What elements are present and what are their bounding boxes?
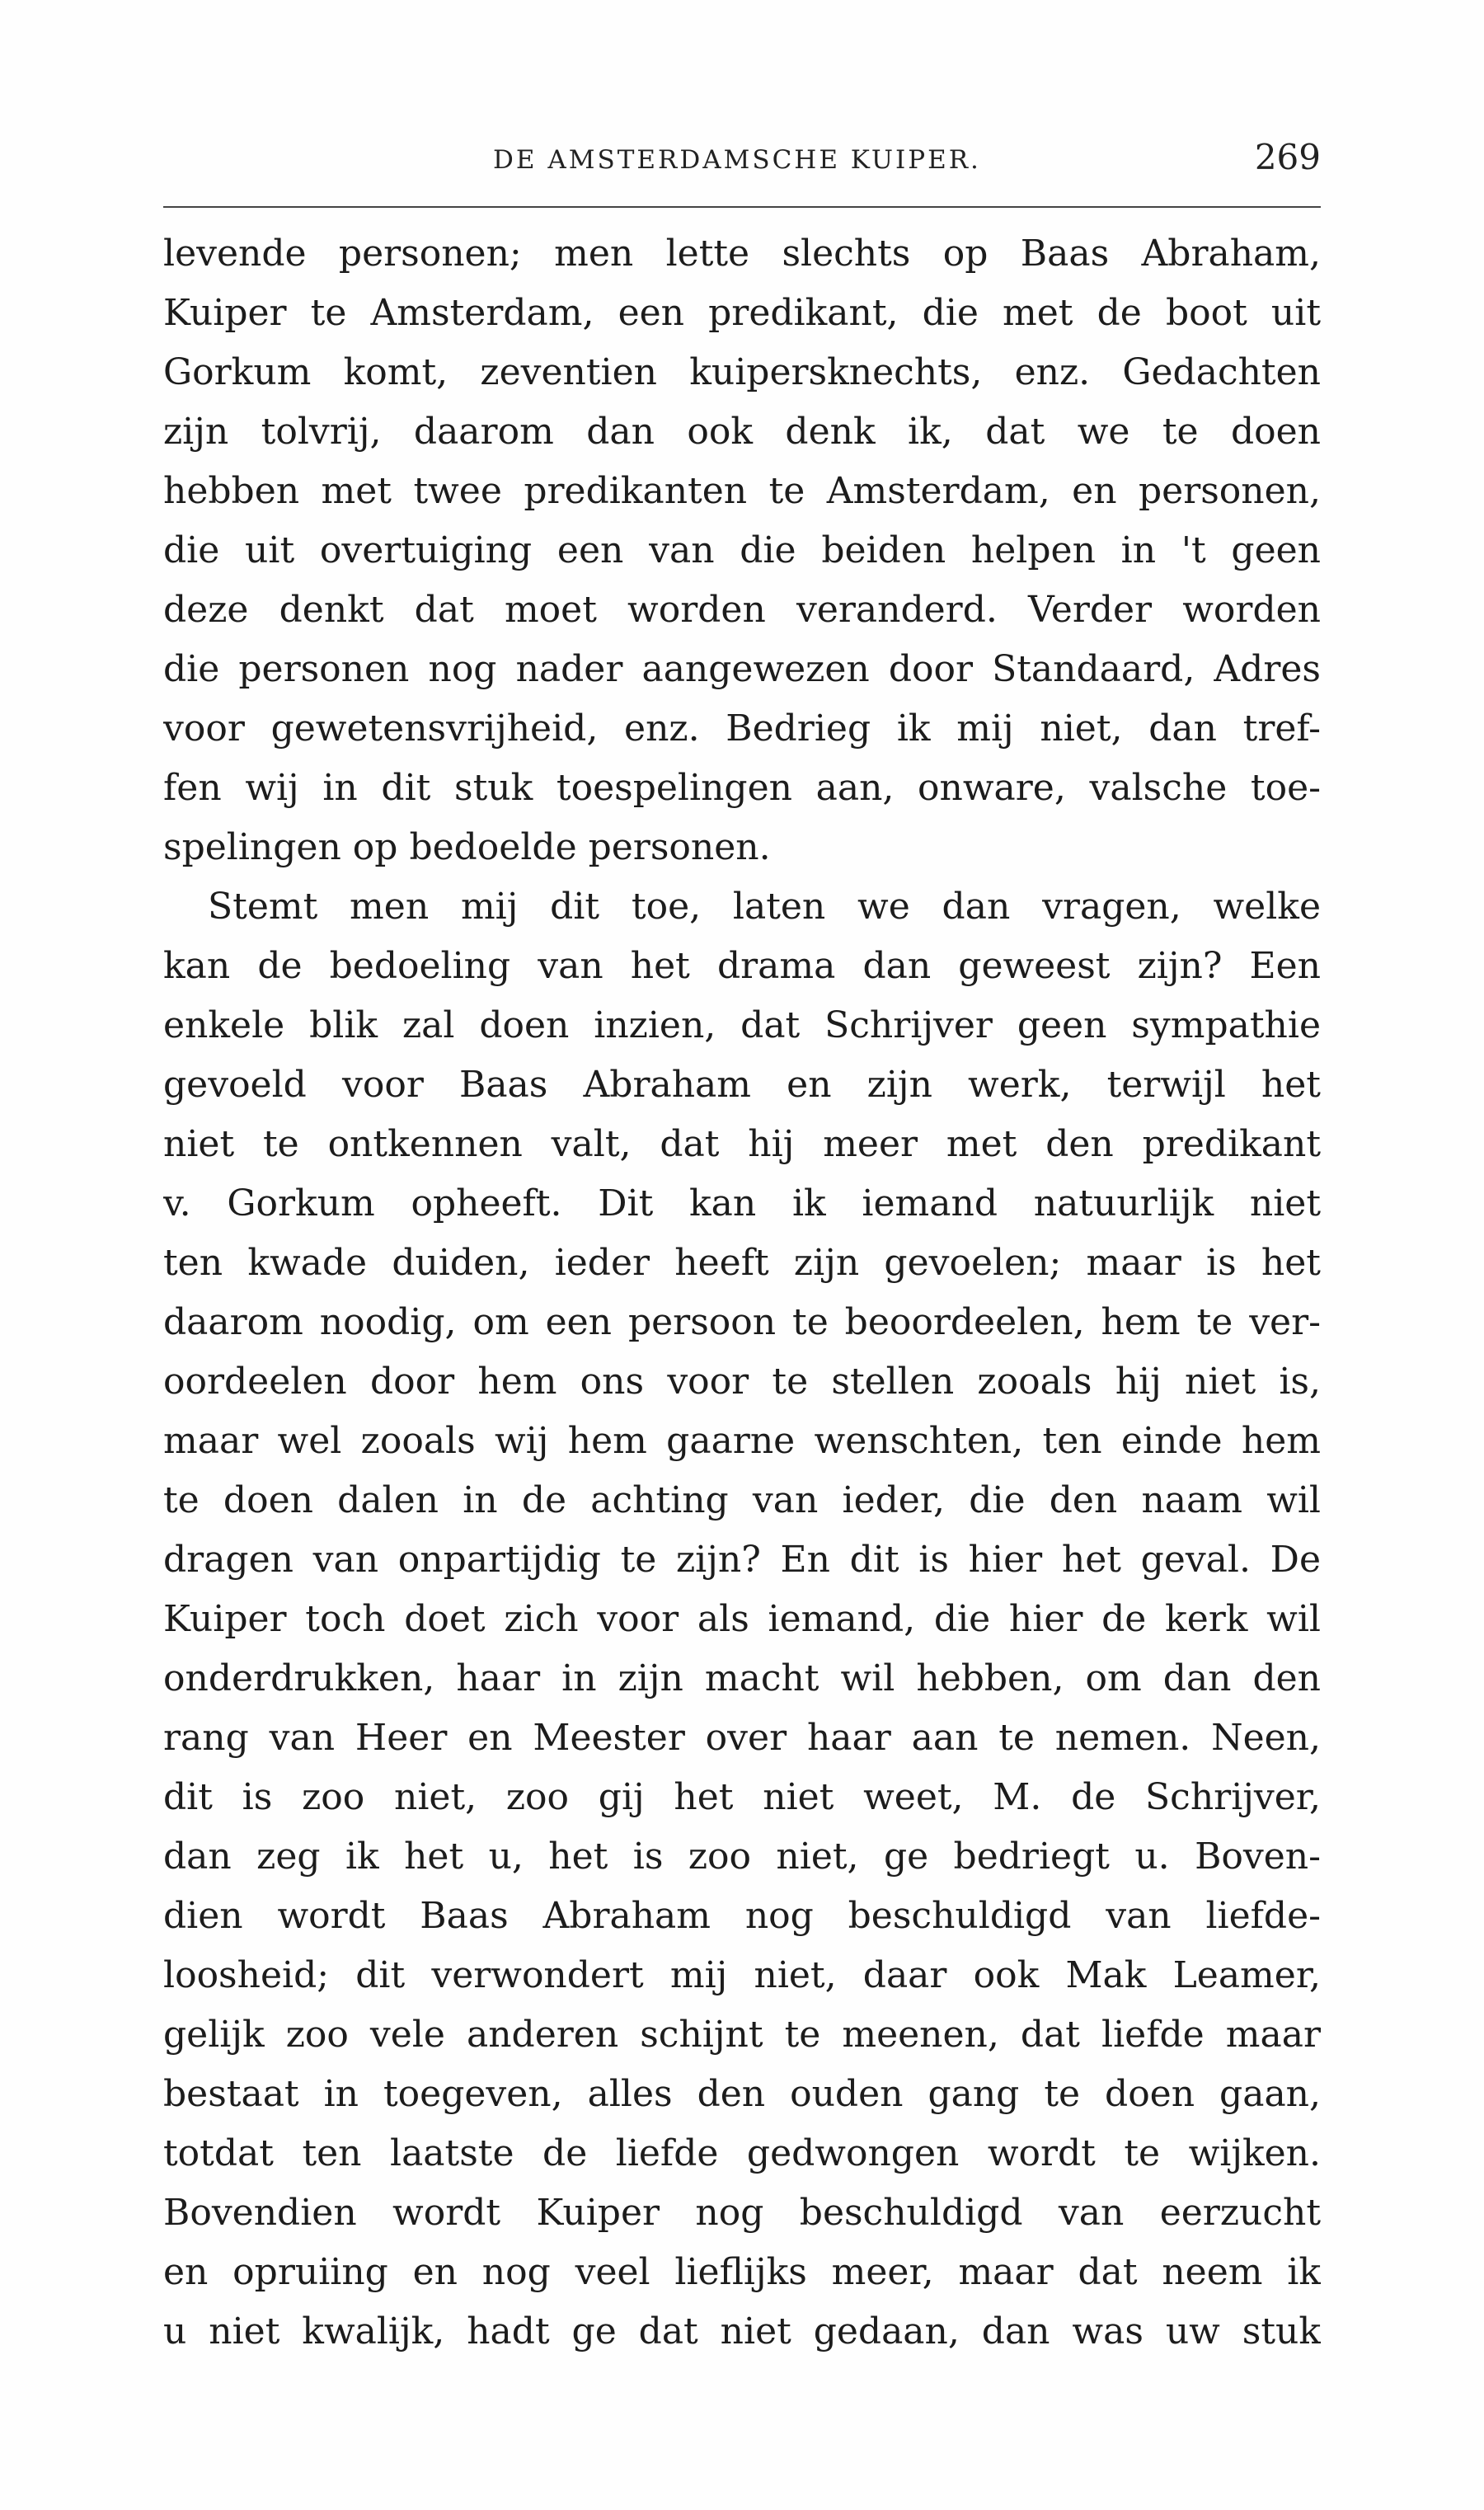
text-line: dan zeg ik het u, het is zoo niet, ge bedriegt u. Boven- xyxy=(163,1835,1321,1878)
text-line: gevoeld voor Baas Abraham en zijn werk, terwijl het xyxy=(163,1064,1321,1106)
text-line: Stemt men mij dit toe, laten we dan vragen, welke xyxy=(208,886,1321,928)
text-line: Kuiper te Amsterdam, een predikant, die met de boot uit xyxy=(163,292,1321,334)
text-line: daarom noodig, om een persoon te beoordeelen, hem te ver- xyxy=(163,1301,1321,1343)
text-line: u niet kwalijk, hadt ge dat niet gedaan, dan was uw stuk xyxy=(163,2310,1321,2353)
text-line: loosheid; dit verwondert mij niet, daar ook Mak Leamer, xyxy=(163,1954,1321,1996)
text-line: spelingen op bedoelde personen. xyxy=(163,826,771,868)
text-line: totdat ten laatste de liefde gedwongen wordt te wijken. xyxy=(163,2132,1321,2174)
text-line: fen wij in dit stuk toespelingen aan, onware, valsche toe- xyxy=(163,767,1321,809)
text-line: deze denkt dat moet worden veranderd. Verder worden xyxy=(163,589,1321,631)
text-line: zijn tolvrij, daarom dan ook denk ik, dat we te doen xyxy=(163,411,1321,453)
text-line: enkele blik zal doen inzien, dat Schrijver geen sympathie xyxy=(163,1004,1321,1046)
text-line: ten kwade duiden, ieder heeft zijn gevoelen; maar is het xyxy=(163,1242,1321,1284)
body-text xyxy=(163,224,1321,2362)
text-line: Gorkum komt, zeventien kuipersknechts, enz. Gedachten xyxy=(163,351,1321,393)
text-line: bestaat in toegeven, alles den ouden gang te doen gaan, xyxy=(163,2073,1321,2115)
text-line: maar wel zooals wij hem gaarne wenschten, ten einde hem xyxy=(163,1420,1321,1462)
text-line: Kuiper toch doet zich voor als iemand, die hier de kerk wil xyxy=(163,1598,1321,1640)
text-line: rang van Heer en Meester over haar aan te nemen. Neen, xyxy=(163,1717,1321,1759)
text-line: dit is zoo niet, zoo gij het niet weet, M. de Schrijver, xyxy=(163,1776,1321,1818)
text-line: onderdrukken, haar in zijn macht wil hebben, om dan den xyxy=(163,1657,1321,1699)
text-line: oordeelen door hem ons voor te stellen zooals hij niet is, xyxy=(163,1361,1321,1403)
running-title: DE AMSTERDAMSCHE KUIPER. xyxy=(493,145,981,175)
text-line: die uit overtuiging een van die beiden helpen in 't geen xyxy=(163,529,1321,571)
header-rule xyxy=(163,206,1321,208)
text-line: levende personen; men lette slechts op Baas Abraham, xyxy=(163,233,1321,275)
text-line: niet te ontkennen valt, dat hij meer met den predikant xyxy=(163,1123,1321,1165)
text-line: dien wordt Baas Abraham nog beschuldigd van liefde- xyxy=(163,1895,1321,1937)
text-line: v. Gorkum opheeft. Dit kan ik iemand natuurlijk niet xyxy=(163,1182,1321,1224)
text-line: die personen nog nader aangewezen door Standaard, Adres xyxy=(163,648,1321,690)
text-line: gelijk zoo vele anderen schijnt te meenen, dat liefde maar xyxy=(163,2014,1321,2056)
page-header xyxy=(163,137,1321,186)
text-line: dragen van onpartijdig te zijn? En dit is hier het geval. De xyxy=(163,1539,1321,1581)
text-line: te doen dalen in de achting van ieder, die den naam wil xyxy=(163,1479,1321,1521)
text-line: hebben met twee predikanten te Amsterdam, en personen, xyxy=(163,470,1321,512)
text-line: en opruiing en nog veel lieflijks meer, maar dat neem ik xyxy=(163,2251,1321,2293)
page-number: 269 xyxy=(1254,137,1321,177)
text-line: voor gewetensvrijheid, enz. Bedrieg ik mij niet, dan tref- xyxy=(163,707,1321,750)
text-line: Bovendien wordt Kuiper nog beschuldigd van eerzucht xyxy=(163,2192,1321,2234)
text-line: kan de bedoeling van het drama dan geweest zijn? Een xyxy=(163,945,1321,987)
